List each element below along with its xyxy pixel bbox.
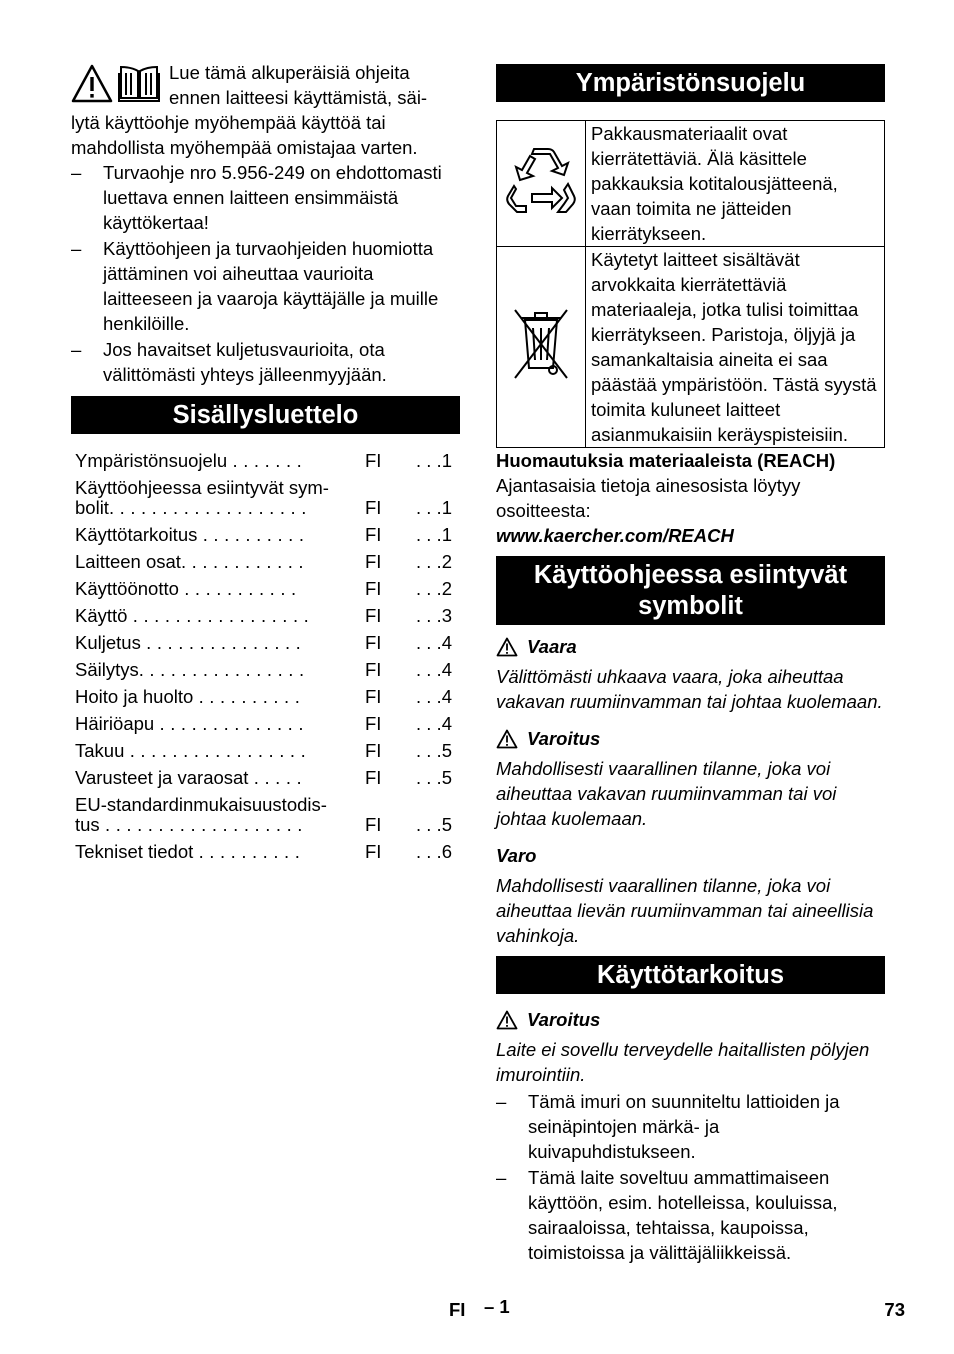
toc-entry-page: . . .6: [416, 841, 452, 862]
toc-leader-dots: . . . . . . . . . . . .: [180, 552, 304, 572]
toc-entry-title: Käyttöönotto: [75, 579, 179, 599]
toc-leader-dots: . . . . . . .: [227, 451, 302, 471]
symbols-list: [496, 636, 885, 948]
symbol-heading: Varo: [496, 845, 537, 866]
toc-entry-page: . . .4: [416, 686, 452, 707]
toc-entry-page: . . .4: [416, 713, 452, 734]
toc-entry[interactable]: [75, 738, 452, 765]
toc-leader-dots: . . . . . . . . . .: [197, 525, 305, 545]
toc-leader-dots: . . . . . . . . . . . . . . .: [140, 633, 302, 653]
toc-entry[interactable]: [75, 549, 452, 576]
toc-leader-dots: . . . . . . . . . . . . . . . . .: [127, 606, 310, 626]
crossed-bin-icon: [511, 302, 571, 386]
toc-entry-title-cont: bolit: [75, 497, 109, 518]
toc-entry-title: Takuu: [75, 741, 125, 761]
toc-entry-language: FI: [365, 524, 382, 545]
toc-entry-title: Säilytys: [75, 660, 139, 680]
list-item: – Käyttöohjeen ja turvaohjeiden huomiotta jättäminen voi aiheuttaa vaurioita laitteeseen ja vaaroja käyttäjälle ja muille henkilöille.: [71, 238, 439, 334]
toc-entry-language: FI: [365, 814, 382, 835]
toc-entry-page: . . .2: [416, 551, 452, 572]
symbol-description: Mahdollisesti vaarallinen tilanne, joka voi aiheuttaa lievän ruumiinvamman tai aineellisia vahinkoja.: [496, 875, 874, 946]
list-item: – Jos havaitset kuljetusvaurioita, ota välittömästi yhteys jälleenmyyjään.: [71, 339, 387, 385]
table-row: [497, 247, 885, 448]
toc-entry-page: . . .5: [416, 740, 452, 761]
toc-entry[interactable]: [75, 475, 452, 522]
toc-entry-page: . . .2: [416, 578, 452, 599]
table-of-contents: [75, 448, 452, 866]
toc-entry-language: FI: [365, 713, 382, 734]
toc-entry-title: Käyttötarkoitus: [75, 525, 198, 545]
env-icon-cell: [497, 121, 586, 247]
toc-entry[interactable]: [75, 630, 452, 657]
toc-entry-title: Ympäristönsuojelu: [75, 451, 228, 471]
toc-entry-page: . . .4: [416, 659, 452, 680]
table-row: [497, 121, 885, 247]
toc-entry[interactable]: [75, 603, 452, 630]
toc-entry-language: FI: [365, 841, 382, 862]
toc-entry-language: FI: [365, 632, 382, 653]
toc-entry-language: FI: [365, 605, 382, 626]
toc-entry-language: FI: [365, 659, 382, 680]
toc-entry[interactable]: [75, 765, 452, 792]
symbol-heading: Vaara: [496, 636, 885, 658]
toc-entry-title-cont: tus: [75, 814, 100, 835]
list-item: – Turvaohje nro 5.956-249 on ehdottomasti luettava ennen laitteen ensimmäistä käyttökertaa!: [71, 162, 442, 233]
toc-heading: Sisällysluettelo: [71, 396, 460, 434]
toc-leader-dots: . . . . . . . . . . . . . .: [154, 714, 304, 734]
toc-entry-title: Käyttö: [75, 606, 128, 626]
symbol-heading: Varoitus: [496, 728, 885, 750]
toc-entry-language: FI: [365, 551, 382, 572]
toc-entry-language: FI: [365, 686, 382, 707]
toc-leader-dots: . . . . . . . . . .: [193, 687, 301, 707]
toc-entry-page: . . .5: [416, 814, 452, 835]
toc-leader-dots: . . . . . . . . . .: [193, 842, 301, 862]
list-item: – Tämä laite soveltuu ammattimaiseen käyttöön, esim. hotelleissa, kouluissa, sairaaloissa, tehtaissa, kaupoissa, toimistoissa ja välittäjäliikkeissä.: [496, 1167, 838, 1263]
toc-entry-language: FI: [365, 740, 382, 761]
purpose-heading: Käyttötarkoitus: [496, 956, 885, 994]
toc-entry-page: . . .4: [416, 632, 452, 653]
toc-leader-dots: . . . . . . . . . . . . . . . . .: [124, 741, 306, 761]
reach-link[interactable]: www.kaercher.com/REACH: [496, 525, 734, 546]
toc-entry-title: Tekniset tiedot: [75, 842, 194, 862]
reach-text: Ajantasaisia tietoja ainesosista löytyy osoitteesta:: [496, 475, 801, 521]
toc-entry-language: FI: [365, 578, 382, 599]
safety-bullets: [71, 160, 460, 387]
purpose-warning-heading: Varoitus: [496, 1009, 885, 1031]
recycle-icon: [502, 142, 580, 220]
left-column: [71, 60, 460, 866]
toc-entry-language: FI: [365, 497, 382, 518]
toc-leader-dots: . . . . . . . . . . . . . . . .: [138, 660, 305, 680]
toc-entry-title: Hoito ja huolto: [75, 687, 194, 707]
toc-leader-dots: . . . . . . . . . . .: [178, 579, 297, 599]
toc-entry-page: . . .1: [416, 450, 452, 471]
toc-leader-dots: . . . . .: [248, 768, 302, 788]
toc-entry[interactable]: [75, 839, 452, 866]
toc-entry[interactable]: [75, 576, 452, 603]
env-text-cell: Pakkausmateriaalit ovat kierrätettäviä. Älä käsittele pakkauksia kotitalousjätteenä, vaan toimita ne jätteiden kierrätykseen.: [586, 121, 885, 247]
environment-table: [496, 120, 885, 448]
warning-triangle-icon: [496, 1010, 518, 1030]
footer-page-number: 73: [884, 1299, 905, 1320]
toc-entry-title: Laitteen osat: [75, 552, 181, 572]
toc-entry-page: . . .5: [416, 767, 452, 788]
purpose-warning-text: Laite ei sovellu terveydelle haitallisten pölyjen imurointiin.: [496, 1039, 870, 1085]
intro-icons: [71, 64, 165, 110]
toc-entry-title: Varusteet ja varaosat: [75, 768, 249, 788]
toc-entry[interactable]: [75, 448, 452, 475]
purpose-bullets: [496, 1089, 885, 1265]
toc-entry[interactable]: [75, 792, 452, 839]
warning-triangle-icon: [71, 64, 113, 104]
symbol-description: Välittömästi uhkaava vaara, joka aiheuttaa vakavan ruumiinvamman tai johtaa kuolemaan.: [496, 666, 883, 712]
symbols-heading: Käyttöohjeessa esiintyvät symbolit: [496, 556, 885, 625]
toc-entry-title: Häiriöapu: [75, 714, 155, 734]
env-icon-cell: [497, 247, 586, 448]
toc-entry-title: EU-standardinmukaisuustodis-: [75, 795, 327, 815]
reach-heading: Huomautuksia materiaaleista (REACH): [496, 450, 836, 471]
toc-entry-title: Kuljetus: [75, 633, 141, 653]
toc-entry-title: Käyttöohjeessa esiintyvät sym-: [75, 478, 329, 498]
toc-entry-page: . . .1: [416, 524, 452, 545]
environment-heading: Ympäristönsuojelu: [496, 64, 885, 102]
toc-entry-page: . . .1: [416, 497, 452, 518]
toc-leader-dots: . . . . . . . . . . . . . . . . . . .: [108, 497, 307, 518]
toc-entry-language: FI: [365, 767, 382, 788]
toc-entry[interactable]: [75, 684, 452, 711]
toc-entry[interactable]: [75, 711, 452, 738]
toc-entry[interactable]: [75, 522, 452, 549]
warning-triangle-icon: [496, 729, 518, 749]
right-column: [496, 64, 885, 1266]
toc-leader-dots: . . . . . . . . . . . . . . . . . . .: [99, 814, 303, 835]
warning-triangle-icon: [496, 637, 518, 657]
footer-section-page: – 1: [484, 1296, 510, 1317]
manual-book-icon: [117, 64, 161, 104]
symbol-description: Mahdollisesti vaarallinen tilanne, joka voi aiheuttaa vakavan ruumiinvamman tai voi johtaa kuolemaan.: [496, 758, 837, 829]
intro-paragraph: Lue tämä alkuperäisiä ohjeita ennen laitteesi käyttämistä, säi- lytä käyttöohje myöhempää käyttöä tai mahdollista myöhempää omistajaa varten.: [71, 62, 428, 158]
toc-entry-language: FI: [365, 450, 382, 471]
env-text-cell: Käytetyt laitteet sisältävät arvokkaita kierrätettäviä materiaaleja, jotka tulisi toimittaa kierrätykseen. Paristoja, öljyjä ja samankaltaisia aineita ei saa päästää ympäristöön. Tästä syystä toimita kuluneet laitteet asianmukaisiin keräyspisteisiin.: [586, 247, 885, 448]
list-item: – Tämä imuri on suunniteltu lattioiden ja seinäpintojen märkä- ja kuivapuhdistukseen.: [496, 1091, 840, 1162]
toc-entry-page: . . .3: [416, 605, 452, 626]
footer-language: FI: [449, 1299, 466, 1320]
toc-entry[interactable]: [75, 657, 452, 684]
